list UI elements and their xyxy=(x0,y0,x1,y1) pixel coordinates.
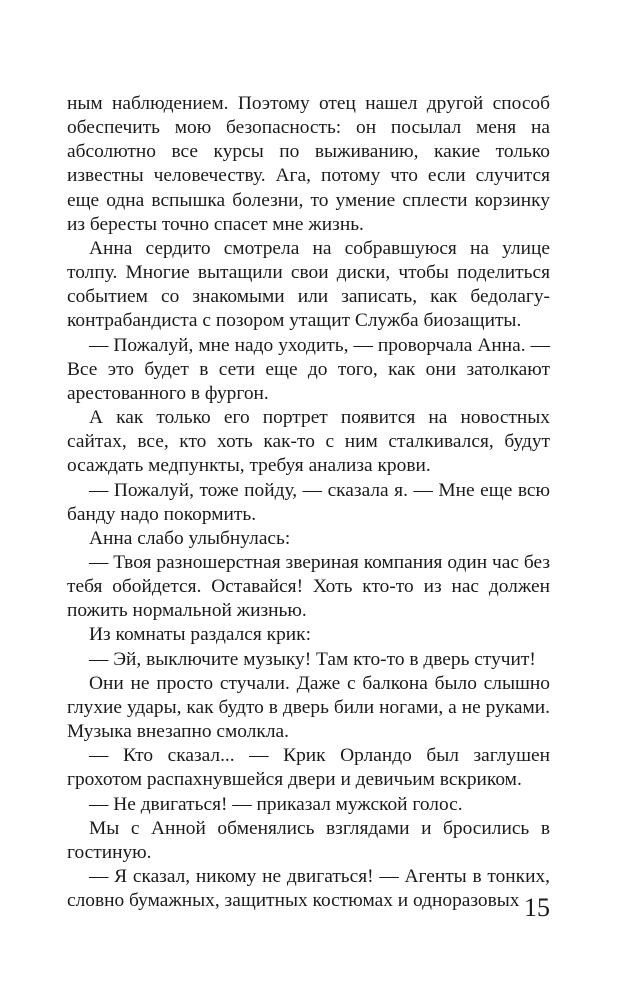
paragraph: Они не просто стучали. Даже с балкона было слышно глухие удары, как будто в дверь били ногами, а не руками. Музыка внезапно смолкла. xyxy=(67,672,550,743)
paragraph: Мы с Анной обменялись взглядами и бросились в гостиную. xyxy=(67,817,550,863)
paragraph: Анна сердито смотрела на собравшуюся на улице толпу. Многие вытащили свои диски, чтобы поделиться событием со знакомыми или записать, как бедолагу-контрабандиста с позором утащит Служба биозащиты. xyxy=(67,237,550,332)
paragraph: Анна слабо улыбнулась: xyxy=(89,527,291,549)
paragraph: — Не двигаться! — приказал мужской голос. xyxy=(89,793,463,815)
page-number: 15 xyxy=(524,893,550,922)
paragraph: — Пожалуй, мне надо уходить, — проворчала Анна. — Все это будет в сети еще до того, как они затолкают арестованного в фургон. xyxy=(67,334,550,404)
paragraph: — Эй, выключите музыку! Там кто-то в дверь стучит! xyxy=(89,648,536,670)
body-text xyxy=(67,92,550,913)
paragraph: ным наблюдением. Поэтому отец нашел другой способ обеспечить мою безопасность: он посылал меня на абсолютно все курсы по выживанию, какие только известны человечеству. Ага, потому что если случится еще одна вспышка болезни, то умение сплести корзинку из бересты точно спасет мне жизнь. xyxy=(67,93,550,235)
paragraph: — Я сказал, никому не двигаться! — Агенты в тонких, словно бумажных, защитных костюмах и одноразовых xyxy=(67,866,550,912)
paragraph: Из комнаты раздался крик: xyxy=(89,624,311,646)
paragraph: — Пожалуй, тоже пойду, — сказала я. — Мне еще всю банду надо покормить. xyxy=(67,479,550,525)
paragraph: — Кто сказал... — Крик Орландо был заглушен грохотом распахнувшейся двери и девичьим вскриком. xyxy=(67,745,550,791)
paragraph: — Твоя разношерстная звериная компания один час без тебя обойдется. Оставайся! Хоть кто-то из нас должен пожить нормальной жизнью. xyxy=(67,551,550,622)
paragraph: А как только его портрет появится на новостных сайтах, все, кто хоть как-то с ним сталкивался, будут осаждать медпункты, требуя анализа крови. xyxy=(67,407,550,477)
